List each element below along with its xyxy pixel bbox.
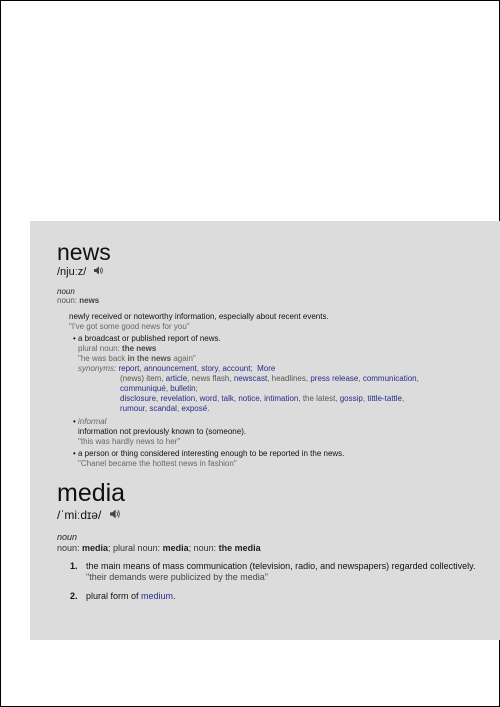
synonym-link[interactable]: scandal xyxy=(149,404,177,413)
synonyms-row-2 xyxy=(78,374,478,384)
separator: , xyxy=(358,374,363,383)
sub-definition-2 xyxy=(78,417,246,447)
definition-text: newly received or noteworthy information, especially about recent events. xyxy=(69,312,329,321)
plural-form xyxy=(78,344,478,354)
form-word: media xyxy=(162,543,189,553)
bullet: • xyxy=(73,417,76,426)
separator: , news flash, xyxy=(187,374,234,383)
definition-1 xyxy=(69,312,329,332)
separator: , xyxy=(402,394,405,403)
synonym-link[interactable]: bulletin xyxy=(170,384,196,393)
dictionary-panel xyxy=(30,221,500,640)
separator: , xyxy=(165,384,171,393)
synonym-link[interactable]: notice xyxy=(238,394,260,403)
ex-part: again" xyxy=(171,354,196,363)
example-text: "Chanel became the hottest news in fashion" xyxy=(78,459,237,468)
pronunciation-text: /njuːz/ xyxy=(57,266,87,278)
sub-example xyxy=(78,354,478,364)
separator: , xyxy=(416,374,419,383)
form-label: ; noun: xyxy=(188,543,219,553)
separator: , xyxy=(259,394,265,403)
bullet: • xyxy=(73,449,76,458)
definition-text: the main means of mass communication (television, radio, and newspapers) regarded collectively. xyxy=(86,561,476,571)
headword-news: news xyxy=(57,239,111,265)
separator: , xyxy=(216,394,222,403)
synonym-link[interactable]: gossip xyxy=(339,394,363,403)
separator: . xyxy=(207,404,210,413)
separator: , xyxy=(196,364,202,373)
synonym-link[interactable]: exposé xyxy=(181,404,208,413)
synonym-link[interactable]: revelation xyxy=(160,394,196,403)
synonyms-row-3 xyxy=(78,384,478,394)
media-definition-2 xyxy=(86,591,176,602)
ex-part: "he was back xyxy=(78,354,128,363)
sense-number: 2. xyxy=(70,591,78,601)
bullet: • xyxy=(73,334,76,343)
register-label: informal xyxy=(78,417,107,426)
separator: , xyxy=(144,404,150,413)
form-word: media xyxy=(82,543,109,553)
media-definition-1 xyxy=(86,561,496,583)
example-text: "this was hardly news to her" xyxy=(78,437,181,446)
synonyms-row-5 xyxy=(78,404,478,414)
synonym-link[interactable]: communiqué xyxy=(120,384,166,393)
separator: , xyxy=(139,364,144,373)
medium-link[interactable]: medium xyxy=(141,591,174,601)
synonym-link[interactable]: article xyxy=(165,374,188,383)
separator: , xyxy=(156,394,161,403)
forms-news xyxy=(57,296,99,305)
form-label: ; plural noun: xyxy=(108,543,163,553)
synonym-link[interactable]: announcement xyxy=(143,364,197,373)
headword-media: media xyxy=(57,479,126,507)
synonym-link[interactable]: story xyxy=(201,364,218,373)
pronunciation-news xyxy=(57,266,103,278)
def-prefix: plural form of xyxy=(86,591,142,601)
more-link[interactable]: More xyxy=(257,364,276,373)
separator: , xyxy=(176,404,182,413)
synonym-link[interactable]: rumour xyxy=(120,404,145,413)
synonyms-label: synonyms: xyxy=(78,364,117,373)
sub-def-text: a broadcast or published report of news. xyxy=(78,334,221,343)
synonyms-row-1 xyxy=(78,364,478,374)
synonym-link[interactable]: report xyxy=(118,364,140,373)
form-label: noun: xyxy=(57,543,83,553)
sub-def-text: a person or thing considered interesting enough to be reported in the news. xyxy=(78,449,345,458)
speaker-icon[interactable] xyxy=(109,509,120,522)
synonym-link[interactable]: tittle-tattle xyxy=(367,394,402,403)
pos-label-media: noun xyxy=(57,532,78,542)
separator: , xyxy=(195,394,200,403)
separator: , xyxy=(362,394,368,403)
pronunciation-text: /ˈmiːdɪə/ xyxy=(57,508,102,522)
sub-def-text: information not previously known to (someone). xyxy=(78,427,247,436)
synonym-link[interactable]: newscast xyxy=(233,374,268,383)
pos-label-news: noun xyxy=(57,287,75,296)
example-text: "I've got some good news for you" xyxy=(69,322,190,331)
separator: , headlines, xyxy=(267,374,311,383)
plural-label: plural noun: xyxy=(78,344,123,353)
synonym-link[interactable]: talk xyxy=(221,394,234,403)
forms-media xyxy=(57,543,261,553)
synonym-link[interactable]: intimation xyxy=(264,394,299,403)
synonyms-list xyxy=(118,364,252,373)
plural-word: the news xyxy=(122,344,157,353)
forms-prefix: noun: xyxy=(57,296,80,305)
synonyms-row-4 xyxy=(78,394,478,404)
synonym-link[interactable]: communication xyxy=(362,374,417,383)
separator: , the latest, xyxy=(298,394,340,403)
separator: ; xyxy=(250,364,253,373)
synonym-link[interactable]: account xyxy=(222,364,251,373)
speaker-icon[interactable] xyxy=(93,266,103,278)
separator: , xyxy=(233,394,239,403)
synonym-link[interactable]: word xyxy=(199,394,217,403)
separator: , xyxy=(217,364,223,373)
form-word: the media xyxy=(218,543,261,553)
example-text: "their demands were publicized by the media" xyxy=(86,572,268,582)
separator: ; xyxy=(195,384,198,393)
synonym-link[interactable]: disclosure xyxy=(120,394,157,403)
ex-bold: in the news xyxy=(127,354,172,363)
sense-number: 1. xyxy=(70,561,78,571)
separator: (news) item, xyxy=(120,374,166,383)
sub-definition-1 xyxy=(78,334,478,414)
sub-definition-3 xyxy=(78,449,344,469)
synonym-link[interactable]: press release xyxy=(310,374,359,383)
forms-word: news xyxy=(79,296,100,305)
pronunciation-media xyxy=(57,508,120,522)
def-suffix: . xyxy=(173,591,176,601)
